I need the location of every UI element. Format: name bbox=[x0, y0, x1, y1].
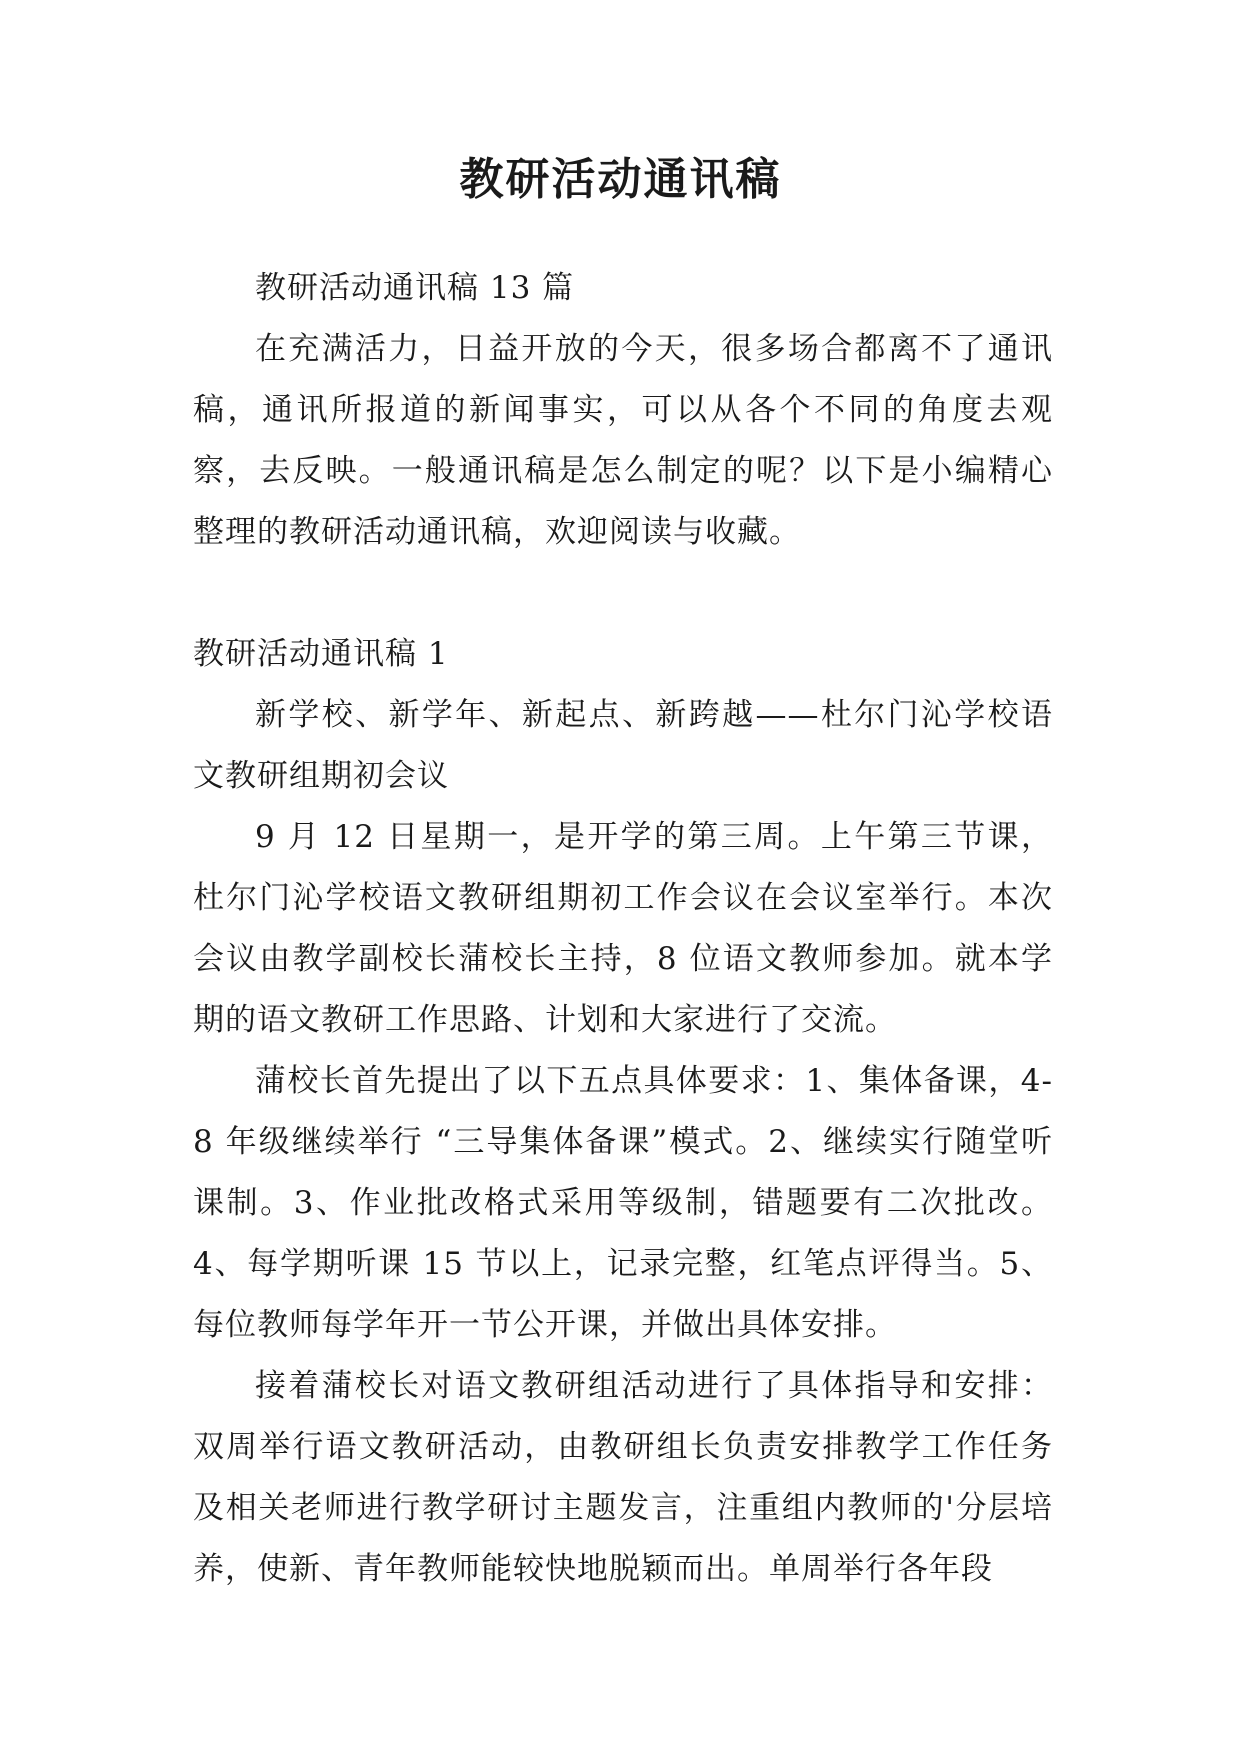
intro-paragraph: 在充满活力，日益开放的今天，很多场合都离不了通讯稿，通讯所报道的新闻事实，可以从各个不同的角度去观察，去反映。一般通讯稿是怎么制定的呢？以下是小编精心整理的教研活动通讯稿，欢迎阅读与收藏。 bbox=[193, 331, 1053, 550]
document-body bbox=[193, 258, 1053, 1600]
body-paragraph-3: 蒲校长首先提出了以下五点具体要求：1、集体备课，4-8 年级继续举行 “三导集体备课”模式。2、继续实行随堂听课制。3、作业批改格式采用等级制，错题要有二次批改。4、每学期听课 15 节以上，记录完整，红笔点评得当。5、每位教师每学年开一节公开课，并做出具体安排。 bbox=[193, 1063, 1053, 1343]
body-paragraph-2: 9 月 12 日星期一，是开学的第三周。上午第三节课，杜尔门沁学校语文教研组期初工作会议在会议室举行。本次会议由教学副校长蒲校长主持，8 位语文教师参加。就本学期的语文教研工作思路、计划和大家进行了交流。 bbox=[193, 819, 1053, 1038]
body-paragraph-1: 新学校、新学年、新起点、新跨越——杜尔门沁学校语文教研组期初会议 bbox=[193, 697, 1053, 794]
paragraph-gap bbox=[193, 563, 1053, 624]
body-paragraph-4: 接着蒲校长对语文教研组活动进行了具体指导和安排：双周举行语文教研活动，由教研组长负责安排教学工作任务及相关老师进行教学研讨主题发言，注重组内教师的'分层培养，使新、青年教师能较快地脱颖而出。单周举行各年段 bbox=[193, 1368, 1053, 1587]
section-heading: 教研活动通讯稿 1 bbox=[193, 636, 449, 672]
intro-heading: 教研活动通讯稿 13 篇 bbox=[255, 270, 575, 306]
document-title: 教研活动通讯稿 bbox=[459, 154, 782, 205]
